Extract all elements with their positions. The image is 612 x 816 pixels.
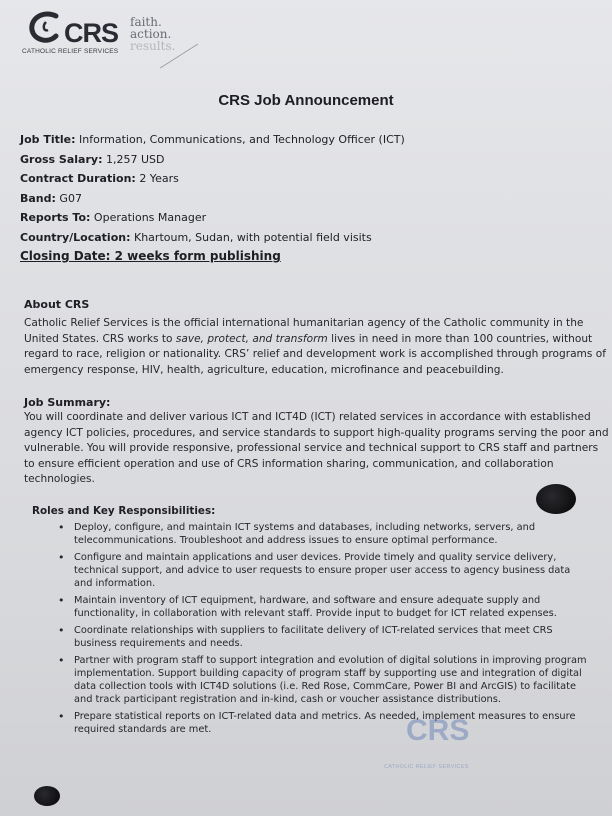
crs-stamp [366, 704, 506, 774]
field-value: Operations Manager [93, 211, 207, 224]
punch-hole [536, 484, 576, 514]
about-paragraph [24, 316, 610, 378]
tagline-faith: faith. [130, 15, 162, 29]
summary-paragraph: You will coordinate and deliver various ICT and ICT4D (ICT) related services in accordance with established agency ICT policies, procedures, and service standards to support high-quality programs serving the poor and vulnerable. You will provide responsive, professional service and technical support to CRS staff and partners to ensure efficient operation and use of CRS information sharing, communication, and collaboration technologies. [24, 411, 609, 485]
about-text-a: Catholic Relief Services is the official international humanitarian agency of the Catholic community in the United States. CRS works to [24, 317, 584, 345]
page-title: CRS Job Announcement [218, 92, 394, 109]
list-item: • Deploy, configure, and maintain ICT systems and databases, including networks, servers, and telecommunications. Troubleshoot and address issues to ensure optimal performance. [60, 521, 590, 547]
logo-org-name: CATHOLIC RELIEF SERVICES [22, 48, 119, 55]
tagline-results: results. [130, 39, 176, 53]
field-band [20, 189, 580, 209]
list-item: • Partner with program staff to support integration and evolution of digital solutions in improving program implementation. Support building capacity of program staff by supporting use and integration of digital data collection tools with ICT4D solutions (i.e. Red Rose, CommCare, Power BI and ArcGIS) to facilitate and track participant registration and in-kind, cash or voucher assistance distributions. [60, 654, 590, 707]
field-label: Reports To: [20, 211, 91, 224]
field-label: Job Title: [20, 133, 76, 146]
field-value: 2 Years [139, 172, 179, 185]
roles-heading: Roles and Key Responsibilities: [32, 505, 216, 517]
field-gross-salary [20, 150, 580, 170]
field-country-location [20, 228, 580, 248]
list-item: • Coordinate relationships with suppliers to facilitate delivery of ICT-related services that meet CRS business requirements and needs. [60, 624, 590, 650]
pen-mark [160, 40, 200, 70]
crs-flame-icon [26, 8, 64, 46]
tagline-action: action. [130, 27, 172, 41]
field-value: Khartoum, Sudan, with potential field visits [134, 230, 372, 244]
field-value: 1,257 USD [105, 152, 165, 166]
list-item: • Prepare statistical reports on ICT-related data and metrics. As needed, implement measures to ensure required standards are met. [60, 710, 590, 736]
punch-hole [34, 786, 60, 806]
about-text-italic: save, protect, and transform [175, 332, 328, 345]
field-job-title [20, 130, 580, 150]
field-contract-duration [20, 169, 580, 189]
about-text-b: lives in need in more than 100 countries, without regard to race, religion or nationality. CRS’ relief and development work is accomplished through programs of emergency response, HIV, health, agriculture, education, microfinance and peacebuilding. [24, 332, 606, 376]
field-closing-date: Closing Date: 2 weeks form publishing [20, 249, 281, 263]
job-details [20, 130, 580, 267]
field-label: Country/Location: [20, 230, 131, 244]
about-heading: About CRS [24, 298, 90, 311]
list-item: • Configure and maintain applications and user devices. Provide timely and quality service delivery, technical support, and advice to user requests to ensure proper user access to agency business data and information. [60, 551, 590, 591]
field-label: Contract Duration: [20, 172, 136, 185]
stamp-mark: CRS [406, 714, 470, 747]
field-value: Information, Communications, and Technology Officer (ICT) [79, 133, 405, 146]
field-label: Band: [20, 191, 56, 205]
field-value: G07 [59, 191, 82, 205]
roles-list [60, 521, 590, 740]
list-item: • Maintain inventory of ICT equipment, hardware, and software and ensure adequate supply and functionality, in collaboration with relevant staff. Provide input to budget for ICT related expenses. [60, 594, 590, 620]
logo-crs-text: CRS [64, 18, 119, 48]
summary-heading: Job Summary: [24, 396, 111, 409]
stamp-text: CATHOLIC RELIEF SERVICES [384, 764, 469, 770]
field-label: Gross Salary: [20, 152, 103, 166]
field-reports-to [20, 208, 580, 228]
